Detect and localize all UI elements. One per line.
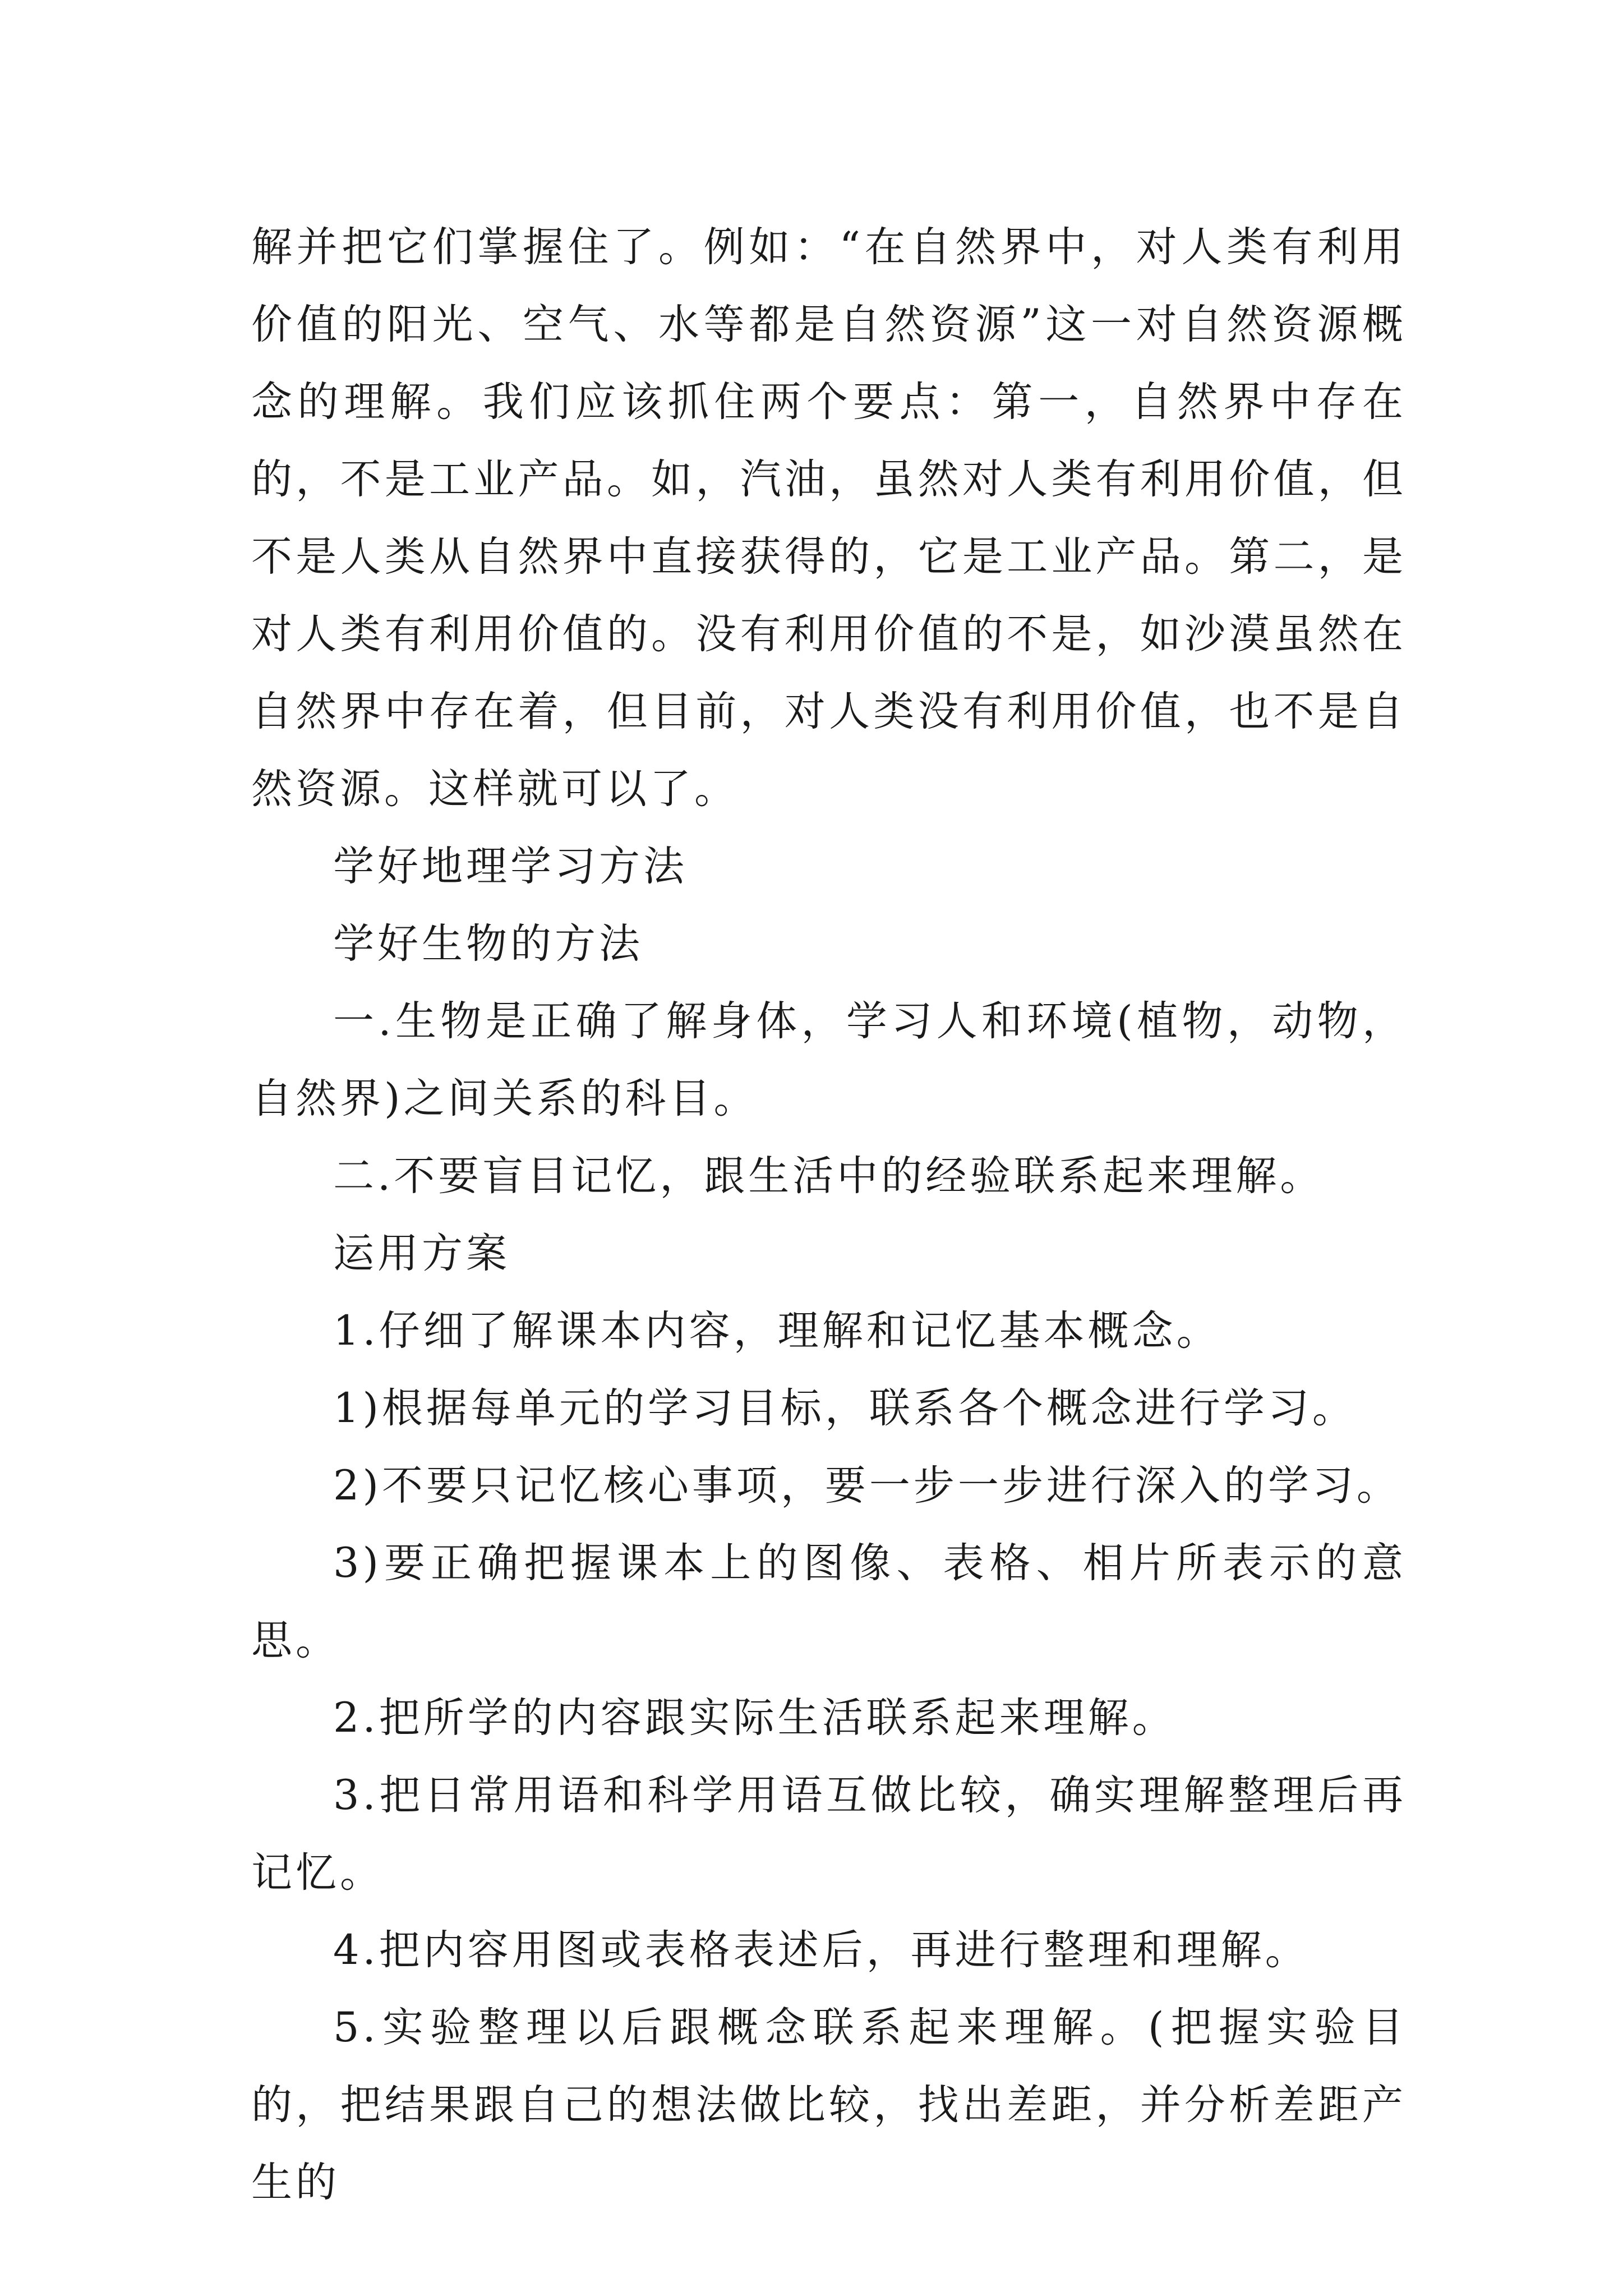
list-subitem-1-3: 3)要正确把握课本上的图像、表格、相片所表示的意思。 [251, 1539, 1407, 1664]
paragraph-biology-point-2: 二.不要盲目记忆，跟生活中的经验联系起来理解。 [333, 1152, 1325, 1200]
list-item-5: 5.实验整理以后跟概念联系起来理解。(把握实验目的，把结果跟自己的想法做比较，找出差距，并分析差距产生的 [251, 2004, 1407, 2206]
heading-biology-methods: 学好生物的方法 [333, 920, 643, 968]
list-item-4: 4.把内容用图或表格表述后，再进行整理和理解。 [333, 1926, 1310, 1974]
list-item-2: 2.把所学的内容跟实际生活联系起来理解。 [333, 1694, 1177, 1742]
list-subitem-1-1: 1)根据每单元的学习目标，联系各个概念进行学习。 [333, 1384, 1357, 1432]
heading-geography-methods: 学好地理学习方法 [333, 843, 688, 890]
heading-application-plan: 运用方案 [333, 1230, 510, 1277]
list-subitem-1-2: 2)不要只记忆核心事项，要一步一步进行深入的学习。 [333, 1462, 1401, 1510]
list-item-1: 1.仔细了解课本内容，理解和记忆基本概念。 [333, 1307, 1221, 1355]
list-item-3: 3.把日常用语和科学用语互做比较，确实理解整理后再记忆。 [251, 1772, 1407, 1897]
paragraph-natural-resources: 解并把它们掌握住了。例如：“在自然界中，对人类有利用价值的阳光、空气、水等都是自然资源”这一对自然资源概念的理解。我们应该抓住两个要点：第一，自然界中存在的，不是工业产品。如，汽油，虽然对人类有利用价值，但不是人类从自然界中直接获得的，它是工业产品。第二，是对人类有利用价值的。没有利用价值的不是，如沙漠虽然在自然界中存在着，但目前，对人类没有利用价值，也不是自然资源。这样就可以了。 [251, 223, 1407, 813]
document-body [251, 209, 1407, 2221]
paragraph-biology-point-1: 一.生物是正确了解身体，学习人和环境(植物，动物，自然界)之间关系的科目。 [251, 997, 1407, 1122]
